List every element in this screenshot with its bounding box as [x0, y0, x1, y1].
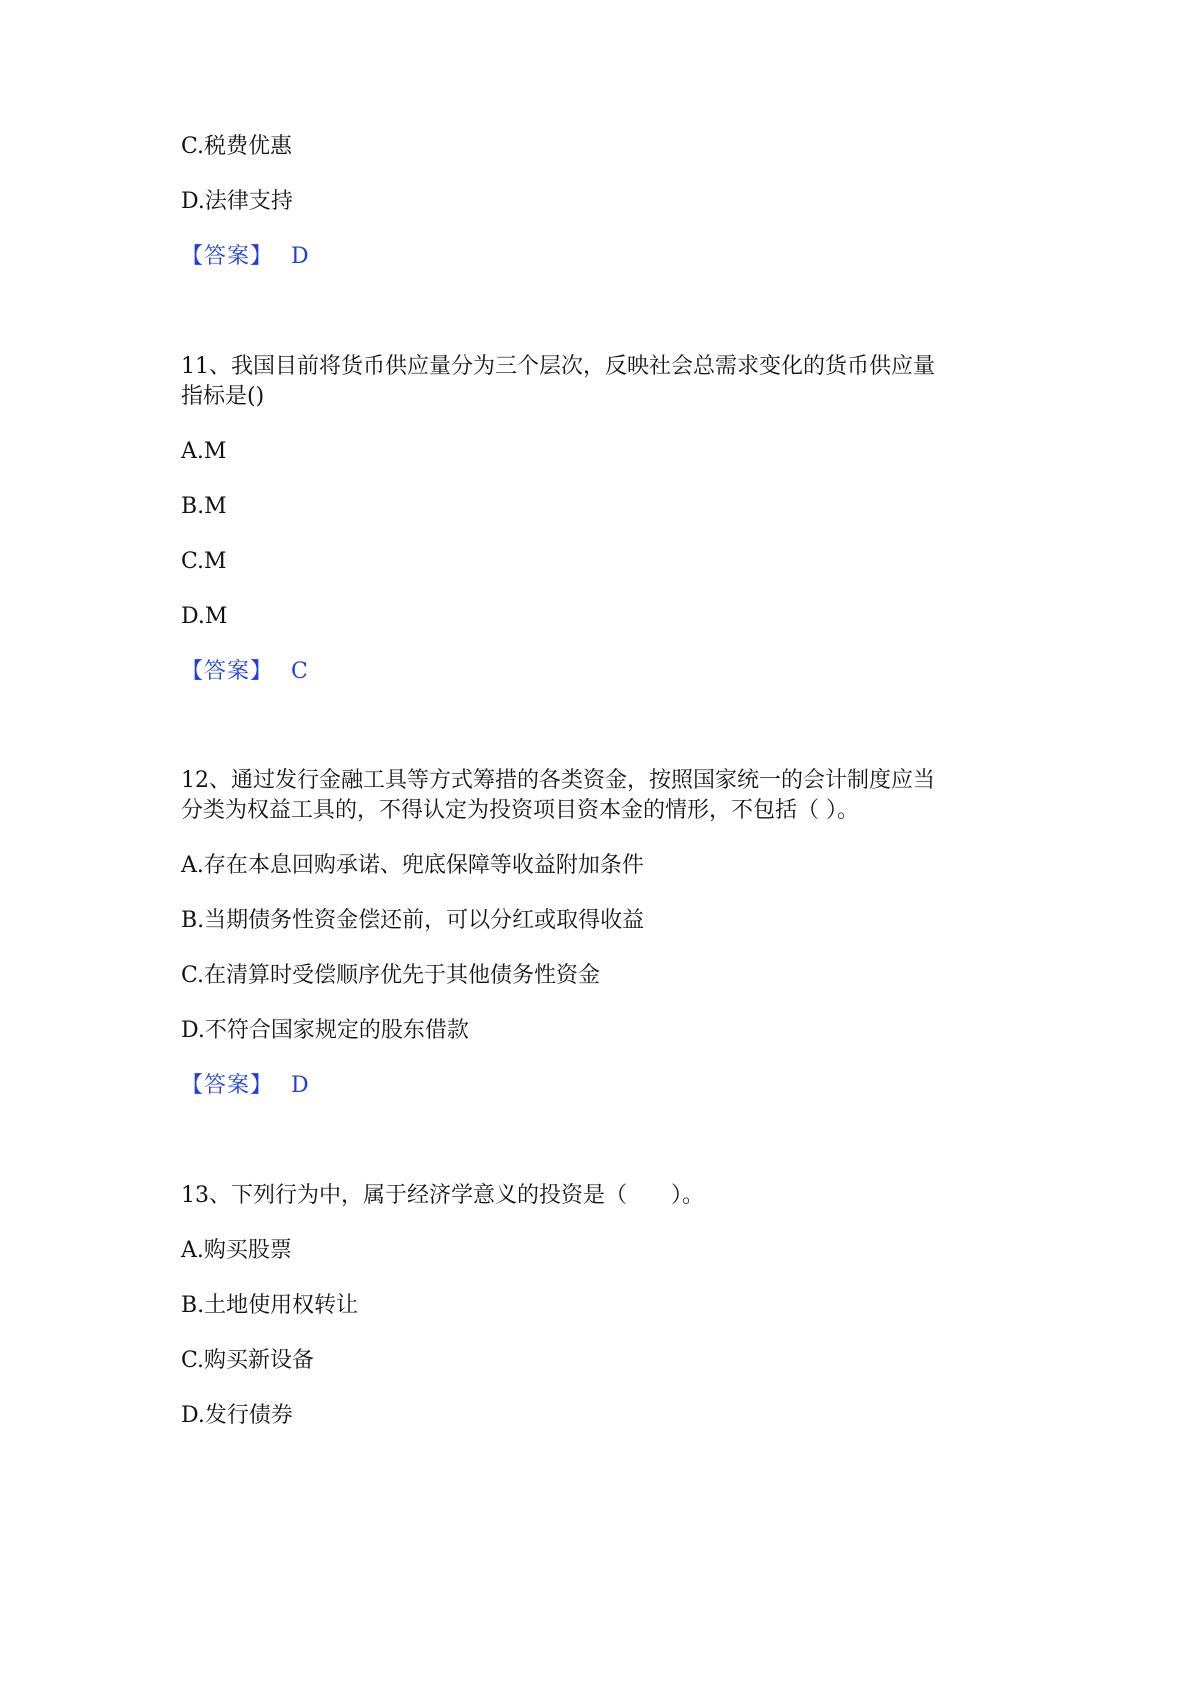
q13-option-c: C.购买新设备: [181, 1348, 315, 1373]
answer-label: 【答案】: [181, 659, 274, 684]
answer-label: 【答案】: [181, 244, 274, 269]
q10-option-c: C.税费优惠: [181, 134, 293, 159]
q11-stem-line2: 指标是(): [181, 384, 265, 409]
q12-option-c: C.在清算时受偿顺序优先于其他债务性资金: [181, 963, 601, 988]
q11-answer: [181, 657, 308, 687]
q10-answer: [181, 242, 309, 272]
answer-value: D: [291, 244, 309, 269]
answer-value: D: [291, 1073, 309, 1098]
q11-option-c: C.M: [181, 549, 227, 574]
q13-option-d: D.发行债券: [181, 1403, 293, 1428]
q10-option-d: D.法律支持: [181, 189, 293, 214]
q12-stem-line2: 分类为权益工具的，不得认定为投资项目资本金的情形，不包括（ ）。: [181, 798, 859, 823]
q12-option-a: A.存在本息回购承诺、兜底保障等收益附加条件: [181, 853, 644, 878]
q12-option-b: B.当期债务性资金偿还前，可以分红或取得收益: [181, 908, 645, 933]
q11-stem-line1: 11、我国目前将货币供应量分为三个层次，反映社会总需求变化的货币供应量: [181, 354, 935, 379]
q11-option-a: A.M: [181, 439, 227, 464]
q13-stem-line1: 13、下列行为中，属于经济学意义的投资是（ ）。: [181, 1183, 704, 1208]
q12-stem-line1: 12、通过发行金融工具等方式筹措的各类资金，按照国家统一的会计制度应当: [181, 768, 935, 793]
q12-option-d: D.不符合国家规定的股东借款: [181, 1018, 469, 1043]
q13-option-b: B.土地使用权转让: [181, 1293, 359, 1318]
q11-option-d: D.M: [181, 604, 228, 629]
q13-option-a: A.购买股票: [181, 1238, 292, 1263]
answer-label: 【答案】: [181, 1073, 274, 1098]
q11-option-b: B.M: [181, 494, 227, 519]
answer-value: C: [291, 659, 308, 684]
q12-answer: [181, 1071, 309, 1101]
